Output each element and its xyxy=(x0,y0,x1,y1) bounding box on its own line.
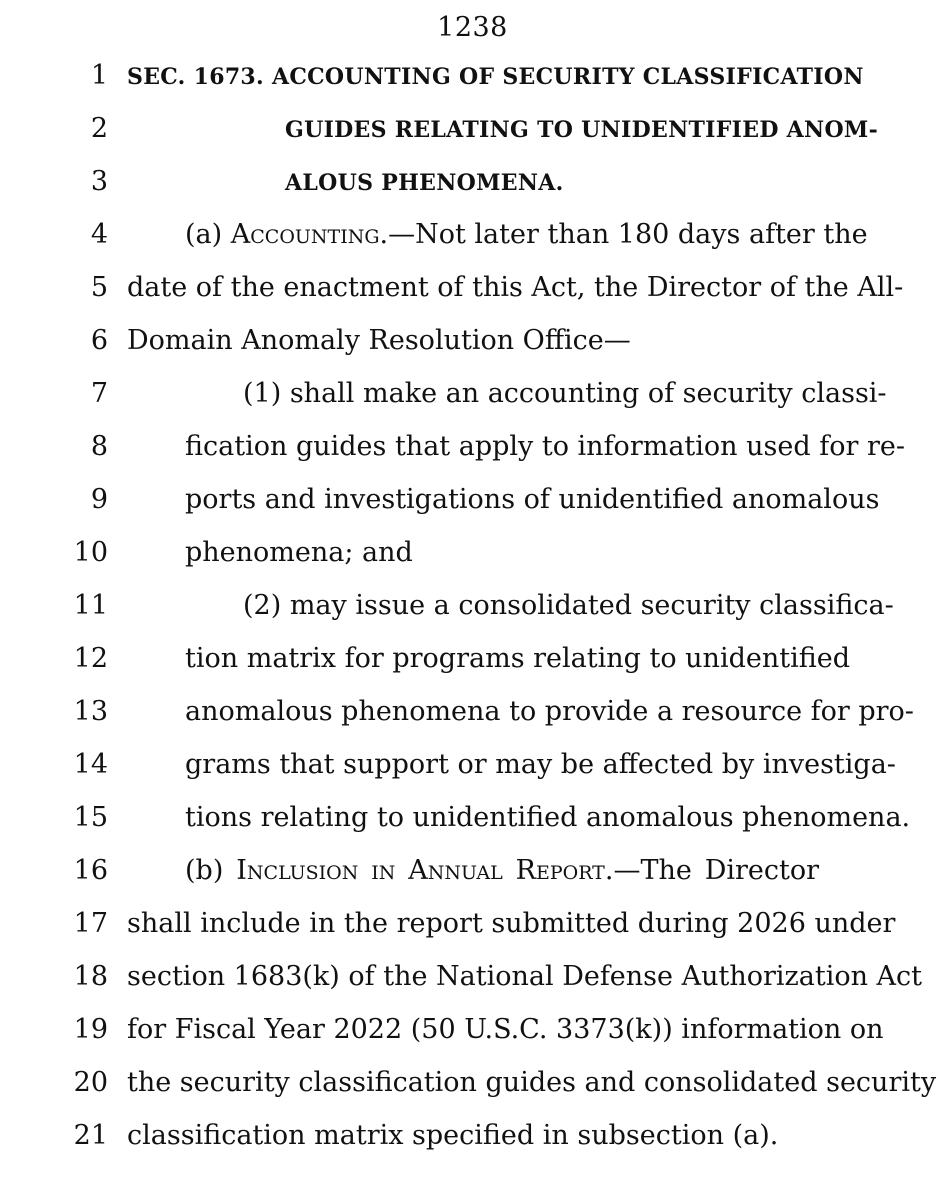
line-number: 13 xyxy=(73,696,108,727)
line-number: 12 xyxy=(73,643,108,674)
body-text: grams that support or may be affected by investiga- xyxy=(185,749,896,780)
text-line xyxy=(0,162,945,202)
text-line xyxy=(0,639,945,679)
text-line xyxy=(0,480,945,520)
body-text: fication guides that apply to information used for re- xyxy=(185,431,905,462)
line-number: 20 xyxy=(73,1067,108,1098)
text-line xyxy=(0,533,945,573)
line-text xyxy=(127,1063,937,1103)
subsection-heading-text: Accounting xyxy=(230,219,380,250)
line-text xyxy=(285,162,564,203)
text-line xyxy=(0,1010,945,1050)
body-text: (2) may issue a consolidated security classifica- xyxy=(243,590,894,621)
line-number: 17 xyxy=(73,908,108,939)
section-heading-text: ALOUS PHENOMENA. xyxy=(285,170,564,196)
body-text: section 1683(k) of the National Defense Authorization Act xyxy=(127,961,923,992)
subsection-heading-text: Inclusion in Annual Report xyxy=(236,855,605,886)
text-line xyxy=(0,268,945,308)
line-number: 21 xyxy=(73,1120,108,1151)
text-line xyxy=(0,321,945,361)
text-line xyxy=(0,56,945,96)
text-line xyxy=(0,586,945,626)
line-text xyxy=(127,268,904,308)
body-text: classification matrix specified in subsection (a). xyxy=(127,1120,779,1151)
line-text xyxy=(127,1010,884,1050)
text-line xyxy=(0,957,945,997)
line-text xyxy=(185,692,914,732)
line-text xyxy=(185,851,819,891)
line-text xyxy=(127,1116,779,1156)
body-text: (b) xyxy=(185,855,237,886)
body-text: .—Not later than 180 days after the xyxy=(379,219,868,250)
line-text xyxy=(185,427,905,467)
line-number: 6 xyxy=(90,325,108,356)
line-text xyxy=(127,957,923,997)
text-line xyxy=(0,427,945,467)
body-text: (a) xyxy=(185,219,231,250)
text-line xyxy=(0,745,945,785)
body-text: ports and investigations of unidentified anomalous xyxy=(185,484,880,515)
line-number: 8 xyxy=(90,431,108,462)
text-line xyxy=(0,798,945,838)
body-text: date of the enactment of this Act, the Director of the All- xyxy=(127,272,904,303)
line-number: 11 xyxy=(73,590,108,621)
line-number: 9 xyxy=(90,484,108,515)
line-text xyxy=(185,215,868,255)
text-line xyxy=(0,904,945,944)
body-text: for Fiscal Year 2022 (50 U.S.C. 3373(k)) information on xyxy=(127,1014,884,1045)
line-text xyxy=(243,374,887,414)
line-number: 14 xyxy=(73,749,108,780)
line-text xyxy=(127,321,631,361)
line-number: 4 xyxy=(90,219,108,250)
body-text: the security classification guides and consolidated security xyxy=(127,1067,937,1098)
body-text: Domain Anomaly Resolution Office— xyxy=(127,325,631,356)
page-number: 1238 xyxy=(437,12,508,43)
body-text: shall include in the report submitted during 2026 under xyxy=(127,908,896,939)
body-text: tions relating to unidentified anomalous phenomena. xyxy=(185,802,911,833)
body-text: phenomena; and xyxy=(185,537,413,568)
text-line xyxy=(0,692,945,732)
line-text xyxy=(185,639,850,679)
line-text xyxy=(127,56,864,97)
line-number: 5 xyxy=(90,272,108,303)
line-text xyxy=(185,745,896,785)
line-number: 3 xyxy=(90,166,108,197)
line-number: 15 xyxy=(73,802,108,833)
line-text xyxy=(185,533,413,573)
line-text xyxy=(127,904,896,944)
text-line xyxy=(0,109,945,149)
line-number: 7 xyxy=(90,378,108,409)
text-line xyxy=(0,215,945,255)
section-heading-text: GUIDES RELATING TO UNIDENTIFIED ANOM- xyxy=(285,117,879,143)
text-line xyxy=(0,851,945,891)
line-text xyxy=(243,586,894,626)
text-line xyxy=(0,1063,945,1103)
line-number: 10 xyxy=(73,537,108,568)
line-number: 19 xyxy=(73,1014,108,1045)
text-line xyxy=(0,374,945,414)
line-number: 18 xyxy=(73,961,108,992)
body-text: (1) shall make an accounting of security classi- xyxy=(243,378,887,409)
body-text: tion matrix for programs relating to unidentified xyxy=(185,643,850,674)
line-text xyxy=(185,798,911,838)
line-number: 1 xyxy=(90,60,108,91)
body-text: .—The Director xyxy=(604,855,819,886)
text-line xyxy=(0,1116,945,1156)
body-text: anomalous phenomena to provide a resource for pro- xyxy=(185,696,914,727)
line-text xyxy=(185,480,880,520)
line-number: 16 xyxy=(73,855,108,886)
section-heading-text: SEC. 1673. ACCOUNTING OF SECURITY CLASSIFICATION xyxy=(127,64,864,90)
line-text xyxy=(285,109,879,150)
line-number: 2 xyxy=(90,113,108,144)
